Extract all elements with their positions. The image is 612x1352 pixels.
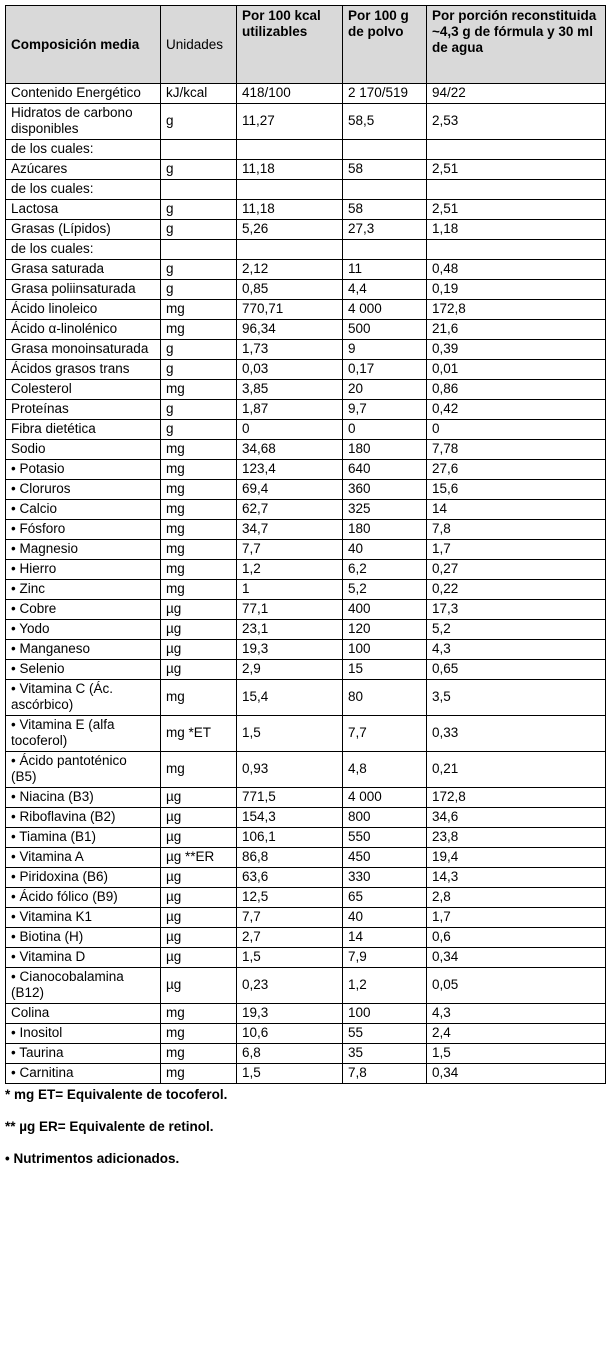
cell-unit: mg	[161, 752, 237, 788]
cell-per-portion: 1,18	[427, 220, 606, 240]
cell-per-100-kcal: 418/100	[237, 84, 343, 104]
cell-per-portion: 0	[427, 420, 606, 440]
cell-per-portion	[427, 140, 606, 160]
table-row	[6, 280, 606, 300]
cell-per-100-g: 1,2	[343, 968, 427, 1004]
cell-per-portion: 0,34	[427, 1064, 606, 1084]
cell-per-100-g: 7,7	[343, 716, 427, 752]
cell-per-portion: 34,6	[427, 808, 606, 828]
cell-unit: µg	[161, 968, 237, 1004]
cell-unit: µg	[161, 640, 237, 660]
cell-nutrient: • Zinc	[6, 580, 161, 600]
footnote-tocopherol: * mg ET= Equivalente de tocoferol.	[5, 1087, 228, 1102]
cell-per-100-kcal: 1,87	[237, 400, 343, 420]
cell-nutrient: • Calcio	[6, 500, 161, 520]
cell-unit: g	[161, 160, 237, 180]
cell-nutrient: • Carnitina	[6, 1064, 161, 1084]
cell-per-100-kcal: 86,8	[237, 848, 343, 868]
cell-nutrient: • Manganeso	[6, 640, 161, 660]
cell-per-portion: 0,42	[427, 400, 606, 420]
cell-per-100-g: 4,8	[343, 752, 427, 788]
cell-per-100-kcal: 106,1	[237, 828, 343, 848]
cell-per-portion: 17,3	[427, 600, 606, 620]
cell-unit: µg	[161, 928, 237, 948]
cell-per-portion: 0,6	[427, 928, 606, 948]
table-row	[6, 400, 606, 420]
cell-per-portion: 19,4	[427, 848, 606, 868]
cell-per-100-kcal: 0,85	[237, 280, 343, 300]
table-row	[6, 160, 606, 180]
cell-nutrient: • Niacina (B3)	[6, 788, 161, 808]
cell-unit: g	[161, 280, 237, 300]
cell-nutrient: Fibra dietética	[6, 420, 161, 440]
cell-per-100-g: 180	[343, 520, 427, 540]
table-row	[6, 300, 606, 320]
cell-per-100-kcal: 1,73	[237, 340, 343, 360]
cell-unit: µg	[161, 888, 237, 908]
cell-per-100-g: 0,17	[343, 360, 427, 380]
cell-per-100-g: 35	[343, 1044, 427, 1064]
cell-unit: kJ/kcal	[161, 84, 237, 104]
cell-per-100-kcal: 15,4	[237, 680, 343, 716]
cell-per-100-g: 500	[343, 320, 427, 340]
cell-per-100-g: 58	[343, 200, 427, 220]
cell-nutrient: • Tiamina (B1)	[6, 828, 161, 848]
table-row	[6, 828, 606, 848]
table-row	[6, 480, 606, 500]
cell-per-portion: 27,6	[427, 460, 606, 480]
cell-per-portion: 0,65	[427, 660, 606, 680]
cell-per-100-kcal: 62,7	[237, 500, 343, 520]
table-row	[6, 848, 606, 868]
nutrition-table	[5, 5, 606, 1084]
cell-per-100-g: 20	[343, 380, 427, 400]
cell-per-100-g: 14	[343, 928, 427, 948]
cell-unit: µg	[161, 868, 237, 888]
cell-nutrient: • Vitamina E (alfa tocoferol)	[6, 716, 161, 752]
cell-unit: mg	[161, 1064, 237, 1084]
header-per-100-kcal: Por 100 kcal utilizables	[237, 6, 343, 84]
cell-per-portion: 3,5	[427, 680, 606, 716]
cell-per-100-g: 360	[343, 480, 427, 500]
cell-per-portion: 94/22	[427, 84, 606, 104]
cell-per-100-g: 58,5	[343, 104, 427, 140]
table-body	[6, 84, 606, 1084]
cell-unit: g	[161, 340, 237, 360]
cell-nutrient: Sodio	[6, 440, 161, 460]
cell-unit: µg	[161, 948, 237, 968]
cell-per-100-g: 4 000	[343, 300, 427, 320]
cell-nutrient: de los cuales:	[6, 140, 161, 160]
cell-per-100-g: 11	[343, 260, 427, 280]
cell-nutrient: • Vitamina A	[6, 848, 161, 868]
cell-per-100-g: 7,9	[343, 948, 427, 968]
cell-per-portion: 7,78	[427, 440, 606, 460]
cell-unit: µg **ER	[161, 848, 237, 868]
cell-per-portion: 0,34	[427, 948, 606, 968]
cell-per-100-kcal: 2,7	[237, 928, 343, 948]
cell-per-portion: 2,8	[427, 888, 606, 908]
cell-nutrient: Hidratos de carbono disponibles	[6, 104, 161, 140]
cell-per-100-g: 58	[343, 160, 427, 180]
table-row	[6, 500, 606, 520]
cell-per-100-kcal: 0,93	[237, 752, 343, 788]
cell-per-portion	[427, 240, 606, 260]
cell-per-100-g: 100	[343, 1004, 427, 1024]
table-row	[6, 420, 606, 440]
cell-unit: mg	[161, 680, 237, 716]
cell-per-portion: 15,6	[427, 480, 606, 500]
table-row	[6, 1044, 606, 1064]
cell-nutrient: • Vitamina D	[6, 948, 161, 968]
cell-unit: mg	[161, 460, 237, 480]
cell-per-100-kcal: 96,34	[237, 320, 343, 340]
cell-per-portion: 2,51	[427, 160, 606, 180]
table-row	[6, 928, 606, 948]
cell-unit: µg	[161, 908, 237, 928]
table-row	[6, 1004, 606, 1024]
cell-per-100-kcal: 11,27	[237, 104, 343, 140]
cell-nutrient: Ácidos grasos trans	[6, 360, 161, 380]
table-row	[6, 200, 606, 220]
footnote-added-nutrients: • Nutrimentos adicionados.	[5, 1151, 180, 1166]
cell-unit: g	[161, 260, 237, 280]
cell-per-100-g: 40	[343, 908, 427, 928]
table-row	[6, 908, 606, 928]
cell-per-portion: 0,05	[427, 968, 606, 1004]
cell-nutrient: Ácido linoleico	[6, 300, 161, 320]
cell-nutrient: • Cianocobalamina (B12)	[6, 968, 161, 1004]
cell-nutrient: • Piridoxina (B6)	[6, 868, 161, 888]
cell-nutrient: • Cobre	[6, 600, 161, 620]
cell-nutrient: • Selenio	[6, 660, 161, 680]
cell-unit: g	[161, 220, 237, 240]
cell-unit: µg	[161, 600, 237, 620]
cell-per-100-g: 180	[343, 440, 427, 460]
cell-unit: g	[161, 420, 237, 440]
cell-per-100-kcal: 10,6	[237, 1024, 343, 1044]
table-row	[6, 440, 606, 460]
cell-nutrient: Grasa saturada	[6, 260, 161, 280]
cell-per-100-kcal: 69,4	[237, 480, 343, 500]
cell-nutrient: • Cloruros	[6, 480, 161, 500]
cell-per-100-g: 27,3	[343, 220, 427, 240]
table-row	[6, 240, 606, 260]
cell-per-100-g: 550	[343, 828, 427, 848]
cell-unit: mg	[161, 380, 237, 400]
cell-unit: g	[161, 104, 237, 140]
cell-per-portion: 1,7	[427, 908, 606, 928]
cell-unit: mg	[161, 300, 237, 320]
table-row	[6, 560, 606, 580]
cell-per-100-g: 325	[343, 500, 427, 520]
cell-nutrient: Ácido α-linolénico	[6, 320, 161, 340]
cell-unit: g	[161, 200, 237, 220]
cell-nutrient: • Fósforo	[6, 520, 161, 540]
table-row	[6, 180, 606, 200]
table-row	[6, 600, 606, 620]
cell-per-100-kcal: 7,7	[237, 540, 343, 560]
cell-nutrient: Lactosa	[6, 200, 161, 220]
table-row	[6, 380, 606, 400]
cell-unit: µg	[161, 620, 237, 640]
cell-per-portion: 1,5	[427, 1044, 606, 1064]
cell-per-100-g: 120	[343, 620, 427, 640]
table-row	[6, 968, 606, 1004]
table-row	[6, 752, 606, 788]
cell-unit: µg	[161, 660, 237, 680]
cell-unit: mg	[161, 580, 237, 600]
cell-unit: mg *ET	[161, 716, 237, 752]
cell-nutrient: Contenido Energético	[6, 84, 161, 104]
cell-per-portion: 14,3	[427, 868, 606, 888]
cell-per-100-g: 640	[343, 460, 427, 480]
cell-per-100-kcal: 5,26	[237, 220, 343, 240]
cell-per-100-kcal: 34,7	[237, 520, 343, 540]
footnote-retinol: ** µg ER= Equivalente de retinol.	[5, 1119, 214, 1134]
cell-per-portion: 0,01	[427, 360, 606, 380]
cell-nutrient: • Inositol	[6, 1024, 161, 1044]
cell-nutrient: Colesterol	[6, 380, 161, 400]
cell-unit: mg	[161, 1024, 237, 1044]
cell-per-100-kcal: 154,3	[237, 808, 343, 828]
cell-per-100-kcal: 123,4	[237, 460, 343, 480]
cell-per-portion: 172,8	[427, 300, 606, 320]
cell-per-100-kcal: 1	[237, 580, 343, 600]
cell-per-100-kcal: 0,23	[237, 968, 343, 1004]
cell-per-portion: 1,7	[427, 540, 606, 560]
table-row	[6, 788, 606, 808]
cell-per-100-kcal: 77,1	[237, 600, 343, 620]
table-row	[6, 1064, 606, 1084]
table-row	[6, 888, 606, 908]
cell-per-100-kcal: 11,18	[237, 200, 343, 220]
cell-per-100-kcal: 12,5	[237, 888, 343, 908]
cell-per-100-kcal	[237, 240, 343, 260]
cell-per-portion: 0,39	[427, 340, 606, 360]
cell-per-100-g: 65	[343, 888, 427, 908]
cell-per-portion: 5,2	[427, 620, 606, 640]
cell-per-100-g: 9	[343, 340, 427, 360]
cell-nutrient: de los cuales:	[6, 240, 161, 260]
cell-per-100-kcal: 1,5	[237, 948, 343, 968]
cell-per-100-g: 0	[343, 420, 427, 440]
cell-per-portion: 4,3	[427, 640, 606, 660]
cell-nutrient: • Vitamina K1	[6, 908, 161, 928]
cell-unit: µg	[161, 828, 237, 848]
cell-unit: µg	[161, 788, 237, 808]
cell-per-portion: 0,48	[427, 260, 606, 280]
footnotes	[5, 1087, 605, 1167]
cell-per-portion: 2,51	[427, 200, 606, 220]
cell-per-portion: 0,86	[427, 380, 606, 400]
cell-per-100-kcal: 19,3	[237, 640, 343, 660]
table-row	[6, 220, 606, 240]
table-row	[6, 520, 606, 540]
cell-per-100-kcal: 34,68	[237, 440, 343, 460]
cell-unit: µg	[161, 808, 237, 828]
table-row	[6, 360, 606, 380]
cell-per-portion: 2,4	[427, 1024, 606, 1044]
cell-per-portion: 0,21	[427, 752, 606, 788]
cell-per-portion: 2,53	[427, 104, 606, 140]
cell-per-100-kcal: 0,03	[237, 360, 343, 380]
cell-nutrient: • Ácido fólico (B9)	[6, 888, 161, 908]
table-row	[6, 340, 606, 360]
cell-per-100-g: 450	[343, 848, 427, 868]
cell-per-100-kcal: 771,5	[237, 788, 343, 808]
cell-unit	[161, 140, 237, 160]
cell-per-100-g: 330	[343, 868, 427, 888]
cell-per-100-kcal: 770,71	[237, 300, 343, 320]
table-row	[6, 1024, 606, 1044]
header-per-100-g: Por 100 g de polvo	[343, 6, 427, 84]
table-row	[6, 948, 606, 968]
cell-per-portion: 14	[427, 500, 606, 520]
cell-per-100-g	[343, 140, 427, 160]
table-row	[6, 868, 606, 888]
cell-per-100-kcal	[237, 180, 343, 200]
cell-per-portion: 4,3	[427, 1004, 606, 1024]
cell-unit: g	[161, 360, 237, 380]
cell-nutrient: • Potasio	[6, 460, 161, 480]
cell-per-100-kcal: 3,85	[237, 380, 343, 400]
table-row	[6, 320, 606, 340]
cell-per-portion: 0,33	[427, 716, 606, 752]
table-row	[6, 260, 606, 280]
table-row	[6, 660, 606, 680]
cell-nutrient: Grasas (Lípidos)	[6, 220, 161, 240]
cell-per-100-kcal: 0	[237, 420, 343, 440]
cell-nutrient: • Riboflavina (B2)	[6, 808, 161, 828]
cell-per-100-g: 7,8	[343, 1064, 427, 1084]
cell-per-100-kcal: 6,8	[237, 1044, 343, 1064]
cell-per-100-kcal: 1,5	[237, 1064, 343, 1084]
cell-per-100-g: 2 170/519	[343, 84, 427, 104]
table-row	[6, 540, 606, 560]
cell-per-100-g: 6,2	[343, 560, 427, 580]
cell-nutrient: • Hierro	[6, 560, 161, 580]
cell-per-portion: 172,8	[427, 788, 606, 808]
cell-per-100-kcal: 19,3	[237, 1004, 343, 1024]
table-row	[6, 580, 606, 600]
table-row	[6, 104, 606, 140]
header-units: Unidades	[161, 6, 237, 84]
cell-per-portion: 7,8	[427, 520, 606, 540]
cell-per-100-kcal: 1,5	[237, 716, 343, 752]
cell-nutrient: Colina	[6, 1004, 161, 1024]
cell-per-100-g	[343, 240, 427, 260]
nutrition-document	[5, 5, 605, 1183]
cell-per-100-g: 5,2	[343, 580, 427, 600]
table-row	[6, 680, 606, 716]
table-header-row	[6, 6, 606, 84]
cell-nutrient: • Vitamina C (Ác. ascórbico)	[6, 680, 161, 716]
cell-nutrient: • Biotina (H)	[6, 928, 161, 948]
cell-unit	[161, 240, 237, 260]
cell-nutrient: Proteínas	[6, 400, 161, 420]
cell-per-100-g: 15	[343, 660, 427, 680]
cell-per-100-g	[343, 180, 427, 200]
cell-nutrient: • Yodo	[6, 620, 161, 640]
cell-unit: mg	[161, 480, 237, 500]
cell-unit: mg	[161, 500, 237, 520]
cell-per-100-kcal: 7,7	[237, 908, 343, 928]
cell-per-100-g: 800	[343, 808, 427, 828]
cell-per-100-kcal: 2,9	[237, 660, 343, 680]
cell-unit: mg	[161, 540, 237, 560]
cell-per-100-kcal: 23,1	[237, 620, 343, 640]
cell-per-portion: 23,8	[427, 828, 606, 848]
cell-per-100-kcal: 11,18	[237, 160, 343, 180]
header-composition: Composición media	[6, 6, 161, 84]
table-row	[6, 716, 606, 752]
cell-nutrient: Azúcares	[6, 160, 161, 180]
table-row	[6, 84, 606, 104]
cell-nutrient: • Magnesio	[6, 540, 161, 560]
cell-per-100-kcal: 1,2	[237, 560, 343, 580]
cell-nutrient: Grasa poliinsaturada	[6, 280, 161, 300]
header-per-portion: Por porción reconstituida ~4,3 g de fórmula y 30 ml de agua	[427, 6, 606, 84]
cell-unit	[161, 180, 237, 200]
cell-unit: mg	[161, 440, 237, 460]
cell-per-portion: 0,19	[427, 280, 606, 300]
cell-unit: mg	[161, 1004, 237, 1024]
cell-per-portion	[427, 180, 606, 200]
table-row	[6, 140, 606, 160]
cell-per-100-kcal: 2,12	[237, 260, 343, 280]
cell-per-100-kcal: 63,6	[237, 868, 343, 888]
cell-per-100-g: 80	[343, 680, 427, 716]
table-row	[6, 808, 606, 828]
table-row	[6, 620, 606, 640]
cell-per-100-kcal	[237, 140, 343, 160]
cell-per-100-g: 40	[343, 540, 427, 560]
cell-unit: mg	[161, 320, 237, 340]
cell-unit: mg	[161, 560, 237, 580]
cell-per-100-g: 4,4	[343, 280, 427, 300]
cell-per-100-g: 100	[343, 640, 427, 660]
cell-nutrient: Grasa monoinsaturada	[6, 340, 161, 360]
cell-per-100-g: 400	[343, 600, 427, 620]
cell-per-portion: 0,27	[427, 560, 606, 580]
cell-per-portion: 0,22	[427, 580, 606, 600]
cell-unit: mg	[161, 1044, 237, 1064]
cell-nutrient: • Taurina	[6, 1044, 161, 1064]
table-row	[6, 640, 606, 660]
table-row	[6, 460, 606, 480]
cell-per-portion: 21,6	[427, 320, 606, 340]
cell-unit: mg	[161, 520, 237, 540]
cell-unit: g	[161, 400, 237, 420]
cell-nutrient: • Ácido pantoténico (B5)	[6, 752, 161, 788]
cell-per-100-g: 55	[343, 1024, 427, 1044]
cell-nutrient: de los cuales:	[6, 180, 161, 200]
cell-per-100-g: 4 000	[343, 788, 427, 808]
cell-per-100-g: 9,7	[343, 400, 427, 420]
